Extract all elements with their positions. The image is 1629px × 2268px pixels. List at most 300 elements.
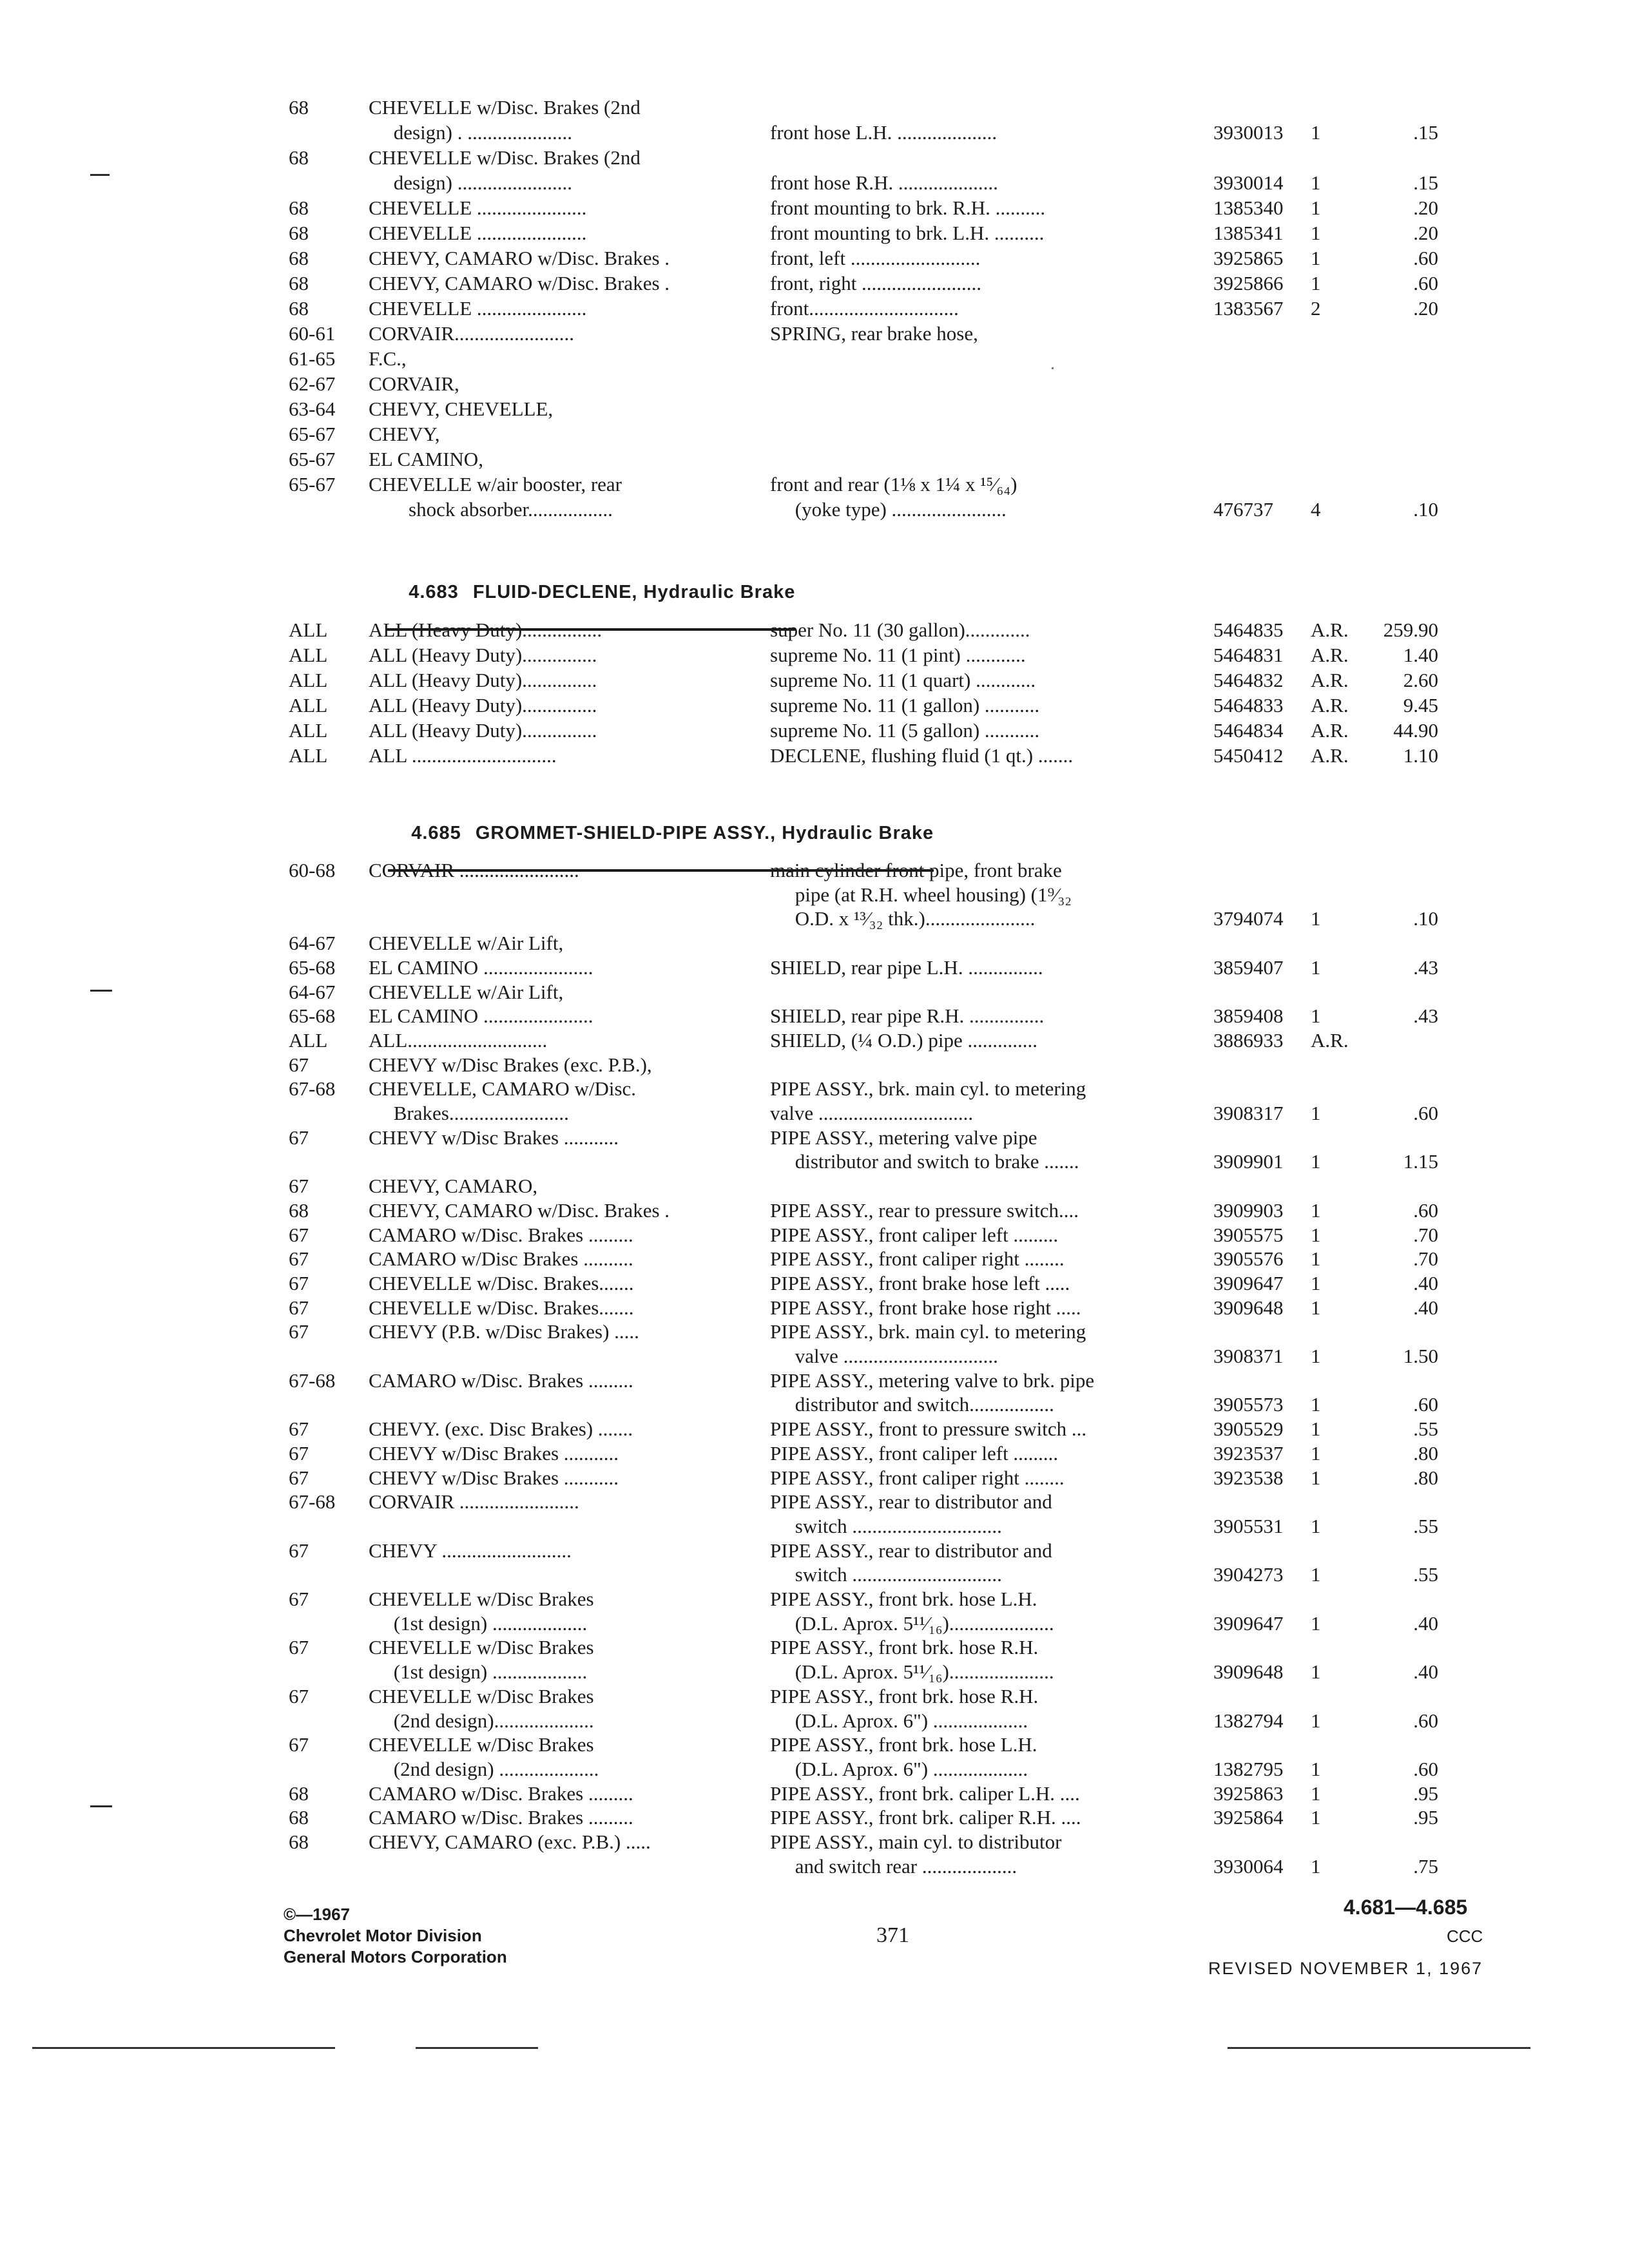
row-qty: 1 [1311,1223,1321,1246]
table-row [0,1076,1629,1102]
row-part: 3904273 [1213,1563,1284,1586]
row-qty: 1 [1311,1150,1321,1173]
row-price: .15 [1413,121,1438,144]
row-price: .60 [1413,1198,1438,1222]
row-desc: valve ............................... [770,1102,974,1124]
table-row [0,1198,1629,1224]
row-model: Brakes........................ [369,1102,569,1124]
bottom-rule [416,2047,538,2049]
table-row [0,1756,1629,1782]
row-price: .43 [1413,1004,1438,1028]
table-row [0,1173,1629,1199]
row-model: CORVAIR, [369,372,459,395]
row-part: 3859408 [1213,1004,1284,1028]
row-qty: 1 [1311,1466,1321,1489]
row-model: (2nd design) .................... [369,1757,599,1780]
row-year: 68 [289,1198,309,1222]
table-row [0,1708,1629,1734]
row-desc: PIPE ASSY., front caliper right ........ [770,1247,1065,1271]
row-price: .60 [1413,1393,1438,1416]
table-row [0,271,1629,296]
margin-mark [90,990,112,992]
row-qty: 4 [1311,498,1321,521]
row-price: .43 [1413,956,1438,979]
row-desc: front hose L.H. .................... [770,121,998,144]
table-row [0,1854,1629,1879]
row-desc: pipe (at R.H. wheel housing) (1⁹⁄₃₂ [770,883,1072,906]
table-row [0,472,1629,497]
row-year: 65-67 [289,448,336,470]
row-desc: DECLENE, flushing fluid (1 qt.) ....... [770,744,1074,767]
row-price: .20 [1413,222,1438,244]
row-price: 2.60 [1403,669,1438,691]
row-year: 67 [289,1247,309,1271]
row-part: 3923537 [1213,1441,1284,1465]
row-qty: A.R. [1311,644,1349,666]
row-part: 5464833 [1213,694,1284,716]
table-row [0,743,1629,769]
row-model: CAMARO w/Disc. Brakes ......... [369,1369,633,1392]
table-row [0,195,1629,221]
table-row [0,955,1629,981]
row-model: ALL............................ [369,1028,548,1052]
row-model: CHEVY (P.B. w/Disc Brakes) ..... [369,1320,639,1343]
row-desc: PIPE ASSY., front brk. hose R.H. [770,1684,1039,1707]
row-desc: PIPE ASSY., front to pressure switch ... [770,1418,1087,1441]
row-part: 3909648 [1213,1660,1284,1684]
row-desc: front.............................. [770,297,959,320]
row-desc: SPRING, rear brake hose, [770,322,978,345]
row-year: 65-67 [289,423,336,445]
row-part: 3930064 [1213,1854,1284,1878]
table-row [0,642,1629,668]
row-model: CHEVELLE, CAMARO w/Disc. [369,1077,637,1100]
revision-date: REVISED NOVEMBER 1, 1967 [1208,1959,1483,1978]
row-qty: 1 [1311,272,1321,294]
margin-mark [90,1805,112,1807]
table-row [0,1392,1629,1418]
table-row [0,1465,1629,1491]
row-desc: supreme No. 11 (5 gallon) ........... [770,719,1040,742]
row-year: 67 [289,1684,309,1707]
row-model: F.C., [369,347,407,370]
row-price: 1.50 [1403,1345,1438,1367]
table-row [0,1514,1629,1539]
row-model: CHEVY, CAMARO (exc. P.B.) ..... [369,1831,651,1853]
row-price: .55 [1413,1563,1438,1586]
row-desc: supreme No. 11 (1 quart) ............ [770,669,1036,691]
table-row [0,1295,1629,1321]
table-row [0,1562,1629,1588]
row-qty: 1 [1311,222,1321,244]
table-row [0,906,1629,932]
row-part: 5464835 [1213,619,1284,641]
row-part: 3930013 [1213,121,1284,144]
row-model: CHEVELLE w/Disc. Brakes....... [369,1271,634,1294]
row-year: 68 [289,1806,309,1829]
bottom-rule [1228,2047,1530,2049]
row-model: CORVAIR........................ [369,322,575,345]
table-row [0,220,1629,246]
row-part: 3930014 [1213,171,1284,194]
row-model: ALL (Heavy Duty)................ [369,619,602,641]
row-desc: super No. 11 (30 gallon)............. [770,619,1030,641]
row-year: 68 [289,297,309,320]
row-desc: front, right ........................ [770,272,982,294]
row-year: 64-67 [289,980,336,1003]
row-qty: 1 [1311,197,1321,219]
row-year: ALL [289,719,328,742]
row-part: 3886933 [1213,1028,1284,1052]
row-year: 67 [289,1296,309,1319]
row-desc: (D.L. Aprox. 6") ................... [770,1757,1028,1780]
row-qty: 1 [1311,1198,1321,1222]
row-year: 67-68 [289,1369,336,1392]
table-row [0,1829,1629,1855]
row-desc: PIPE ASSY., front brake hose right ..... [770,1296,1081,1319]
row-year: ALL [289,694,328,716]
row-model: CORVAIR ........................ [369,1490,579,1514]
row-part: 1382795 [1213,1757,1284,1780]
row-price: .95 [1413,1782,1438,1805]
row-model: CAMARO w/Disc. Brakes ......... [369,1782,633,1805]
table-row [0,1611,1629,1637]
row-year: 67 [289,1441,309,1465]
row-price: .60 [1413,1757,1438,1780]
row-year: 67 [289,1418,309,1441]
row-price: .55 [1413,1514,1438,1537]
row-desc: PIPE ASSY., front brk. caliper R.H. .... [770,1806,1081,1829]
row-price: .60 [1413,1709,1438,1732]
row-desc: switch .............................. [770,1563,1002,1586]
row-desc: (D.L. Aprox. 5¹¹⁄₁₆)..................... [770,1611,1054,1635]
row-price: .15 [1413,171,1438,194]
row-model: CHEVELLE w/Disc. Brakes (2nd [369,146,641,169]
row-part: 1382794 [1213,1709,1284,1732]
row-model: CHEVY, CAMARO w/Disc. Brakes . [369,1198,670,1222]
row-qty: 1 [1311,1271,1321,1294]
table-row [0,882,1629,908]
row-part: 3905576 [1213,1247,1284,1271]
row-part: 3909647 [1213,1271,1284,1294]
row-desc: switch .............................. [770,1514,1002,1537]
row-part: 3905573 [1213,1393,1284,1416]
row-price: .95 [1413,1806,1438,1829]
row-year: ALL [289,644,328,666]
row-desc: supreme No. 11 (1 gallon) ........... [770,694,1040,716]
row-model: CHEVELLE w/air booster, rear [369,473,622,495]
row-model: design) ....................... [369,171,573,194]
row-year: 65-67 [289,473,336,495]
row-price: .10 [1413,498,1438,521]
table-row [0,1246,1629,1272]
row-part: 5464831 [1213,644,1284,666]
row-desc: O.D. x ¹³⁄₃₂ thk.)...................... [770,907,1036,930]
row-part: 1383567 [1213,297,1284,320]
table-row [0,1416,1629,1442]
section-number: 4.683 [409,582,459,602]
row-year: 65-68 [289,956,336,979]
row-year: 67 [289,1175,309,1198]
row-model: CHEVY w/Disc Brakes ........... [369,1466,619,1489]
row-desc: PIPE ASSY., rear to distributor and [770,1539,1052,1562]
table-row [0,1100,1629,1126]
row-model: CHEVY, CAMARO, [369,1175,538,1198]
table-row [0,1319,1629,1345]
row-model: CHEVELLE w/Disc Brakes [369,1636,594,1659]
row-model: shock absorber................. [369,498,613,521]
row-model: CHEVY, CAMARO w/Disc. Brakes . [369,247,670,269]
row-year: 62-67 [289,372,336,395]
table-row [0,1003,1629,1029]
row-part: 3909648 [1213,1296,1284,1319]
row-qty: 1 [1311,1660,1321,1684]
row-qty: 1 [1311,1782,1321,1805]
row-year: 61-65 [289,347,336,370]
table-row [0,1684,1629,1709]
row-part: 3909647 [1213,1611,1284,1635]
row-model: CHEVY w/Disc Brakes ........... [369,1441,619,1465]
table-row [0,421,1629,447]
row-desc: and switch rear ................... [770,1854,1017,1878]
table-row [0,930,1629,956]
row-part: 3925865 [1213,247,1284,269]
row-part: 3908317 [1213,1102,1284,1124]
row-model: (2nd design).................... [369,1709,594,1732]
row-qty: 1 [1311,1441,1321,1465]
row-year: 60-68 [289,859,336,881]
row-qty: A.R. [1311,694,1349,716]
division-name: Chevrolet Motor Division [284,1926,482,1945]
row-year: 67 [289,1588,309,1610]
row-part: 3859407 [1213,956,1284,979]
row-model: EL CAMINO, [369,448,483,470]
table-row [0,1659,1629,1685]
row-part: 3925863 [1213,1782,1284,1805]
row-desc: PIPE ASSY., main cyl. to distributor [770,1831,1062,1853]
table-row [0,668,1629,693]
row-desc: main cylinder front pipe, front brake [770,859,1062,881]
publisher-block [284,1904,507,1968]
row-qty: A.R. [1311,1028,1349,1052]
table-row [0,1635,1629,1660]
section-range: 4.681—4.685 [1344,1896,1468,1919]
row-qty: 1 [1311,247,1321,269]
row-model: CHEVELLE w/Air Lift, [369,932,564,955]
row-price: .55 [1413,1418,1438,1441]
table-row [0,718,1629,744]
corporation-name: General Motors Corporation [284,1947,507,1966]
row-model: CHEVELLE w/Disc. Brakes (2nd [369,96,641,119]
speck [1052,367,1054,369]
row-price: .70 [1413,1247,1438,1271]
row-desc: front and rear (1⅛ x 1¼ x ¹⁵⁄₆₄) [770,473,1017,495]
row-year: 68 [289,272,309,294]
row-model: EL CAMINO ...................... [369,1004,593,1028]
row-model: CHEVELLE ...................... [369,297,587,320]
row-part: 1385341 [1213,222,1284,244]
row-part: 3925864 [1213,1806,1284,1829]
row-model: ALL ............................. [369,744,557,767]
row-qty: 1 [1311,1345,1321,1367]
row-qty: 1 [1311,1611,1321,1635]
row-part: 3905575 [1213,1223,1284,1246]
row-desc: PIPE ASSY., front brk. caliper L.H. .... [770,1782,1080,1805]
row-desc: SHIELD, rear pipe R.H. ............... [770,1004,1045,1028]
row-qty: 1 [1311,171,1321,194]
row-price: .40 [1413,1296,1438,1319]
row-desc: PIPE ASSY., front caliper right ........ [770,1466,1065,1489]
row-part: 3923538 [1213,1466,1284,1489]
row-desc: PIPE ASSY., front brk. hose R.H. [770,1636,1039,1659]
section-title: FLUID-DECLENE, Hydraulic Brake [472,582,796,602]
row-desc: SHIELD, rear pipe L.H. ............... [770,956,1043,979]
row-model: CHEVELLE ...................... [369,197,587,219]
row-price: .80 [1413,1466,1438,1489]
row-part: 3925866 [1213,272,1284,294]
row-year: 67 [289,1126,309,1149]
row-model: CHEVELLE w/Disc Brakes [369,1588,594,1610]
row-year: ALL [289,619,328,641]
row-qty: 1 [1311,1563,1321,1586]
row-year: 67 [289,1271,309,1294]
row-model: (1st design) ................... [369,1660,588,1684]
row-qty: 1 [1311,1418,1321,1441]
row-year: 67 [289,1466,309,1489]
row-part: 5464832 [1213,669,1284,691]
row-qty: 2 [1311,297,1321,320]
row-desc: (D.L. Aprox. 5¹¹⁄₁₆)..................... [770,1660,1054,1684]
row-model: CAMARO w/Disc. Brakes ......... [369,1223,633,1246]
table-row [0,145,1629,171]
table-row [0,245,1629,271]
table-row [0,1125,1629,1151]
row-model: design) . ..................... [369,121,573,144]
row-qty: 1 [1311,121,1321,144]
table-row [0,371,1629,397]
row-year: 67 [289,1733,309,1756]
row-year: 67 [289,1223,309,1246]
row-year: 68 [289,197,309,219]
row-desc: PIPE ASSY., brk. main cyl. to metering [770,1320,1086,1343]
row-price: 1.40 [1403,644,1438,666]
table-row [0,1441,1629,1466]
row-model: (1st design) ................... [369,1611,588,1635]
row-qty: 1 [1311,1247,1321,1271]
table-row [0,1149,1629,1175]
row-year: 67 [289,1539,309,1562]
row-model: CHEVELLE w/Disc Brakes [369,1733,594,1756]
row-desc: PIPE ASSY., front caliper left ......... [770,1223,1059,1246]
row-model: CHEVELLE w/Disc Brakes [369,1684,594,1707]
row-price: .10 [1413,907,1438,930]
table-row [0,979,1629,1005]
row-desc: SHIELD, (¼ O.D.) pipe .............. [770,1028,1038,1052]
row-desc: PIPE ASSY., rear to pressure switch.... [770,1198,1079,1222]
table-row [0,1052,1629,1078]
row-model: CHEVELLE w/Air Lift, [369,980,564,1003]
table-row [0,617,1629,643]
bottom-rule [32,2047,335,2049]
row-part: 5450412 [1213,744,1284,767]
row-price: .60 [1413,247,1438,269]
row-model: CAMARO w/Disc Brakes .......... [369,1247,633,1271]
row-year: 64-67 [289,932,336,955]
table-row [0,693,1629,718]
row-model: CHEVELLE w/Disc. Brakes....... [369,1296,634,1319]
table-row [0,1028,1629,1053]
row-model: ALL (Heavy Duty)............... [369,644,597,666]
row-qty: 1 [1311,1709,1321,1732]
table-row [0,1805,1629,1831]
row-model: CHEVY w/Disc Brakes ........... [369,1126,619,1149]
row-price: .75 [1413,1854,1438,1878]
row-year: 67 [289,1636,309,1659]
row-part: 3909903 [1213,1198,1284,1222]
row-qty: A.R. [1311,669,1349,691]
row-qty: 1 [1311,1514,1321,1537]
row-desc: front mounting to brk. L.H. .......... [770,222,1045,244]
row-model: CHEVELLE ...................... [369,222,587,244]
margin-mark [90,174,110,176]
table-row [0,1781,1629,1807]
table-row [0,296,1629,322]
row-price: 9.45 [1403,694,1438,716]
row-price: .40 [1413,1660,1438,1684]
row-part: 3908371 [1213,1345,1284,1367]
row-desc: PIPE ASSY., metering valve to brk. pipe [770,1369,1095,1392]
row-desc: PIPE ASSY., front brake hose left ..... [770,1271,1070,1294]
row-desc: front hose R.H. .................... [770,171,998,194]
row-year: 68 [289,222,309,244]
row-qty: A.R. [1311,744,1349,767]
row-model: CHEVY, CAMARO w/Disc. Brakes . [369,272,670,294]
row-price: .20 [1413,197,1438,219]
row-qty: 1 [1311,1757,1321,1780]
row-part: 3909901 [1213,1150,1284,1173]
row-model: EL CAMINO ...................... [369,956,593,979]
row-desc: PIPE ASSY., front brk. hose L.H. [770,1733,1037,1756]
table-row [0,1586,1629,1612]
row-model: CORVAIR ........................ [369,859,579,881]
row-qty: 1 [1311,907,1321,930]
row-desc: supreme No. 11 (1 pint) ............ [770,644,1026,666]
row-part: 476737 [1213,498,1273,521]
row-model: CHEVY w/Disc Brakes (exc. P.B.), [369,1053,652,1076]
row-year: ALL [289,744,328,767]
row-desc: PIPE ASSY., front brk. hose L.H. [770,1588,1037,1610]
row-year: ALL [289,669,328,691]
table-row [0,858,1629,883]
row-model: ALL (Heavy Duty)............... [369,694,597,716]
row-part: 1385340 [1213,197,1284,219]
row-qty: A.R. [1311,719,1349,742]
row-price: 44.90 [1393,719,1438,742]
row-year: 67 [289,1053,309,1076]
row-year: 68 [289,1831,309,1853]
row-desc: valve ............................... [770,1345,998,1367]
row-year: 68 [289,1782,309,1805]
row-desc: (D.L. Aprox. 6") ................... [770,1709,1028,1732]
row-qty: 1 [1311,1004,1321,1028]
row-qty: 1 [1311,1296,1321,1319]
row-qty: 1 [1311,956,1321,979]
row-year: 63-64 [289,398,336,420]
table-row [0,95,1629,120]
row-qty: 1 [1311,1393,1321,1416]
table-row [0,1368,1629,1394]
table-row [0,396,1629,422]
